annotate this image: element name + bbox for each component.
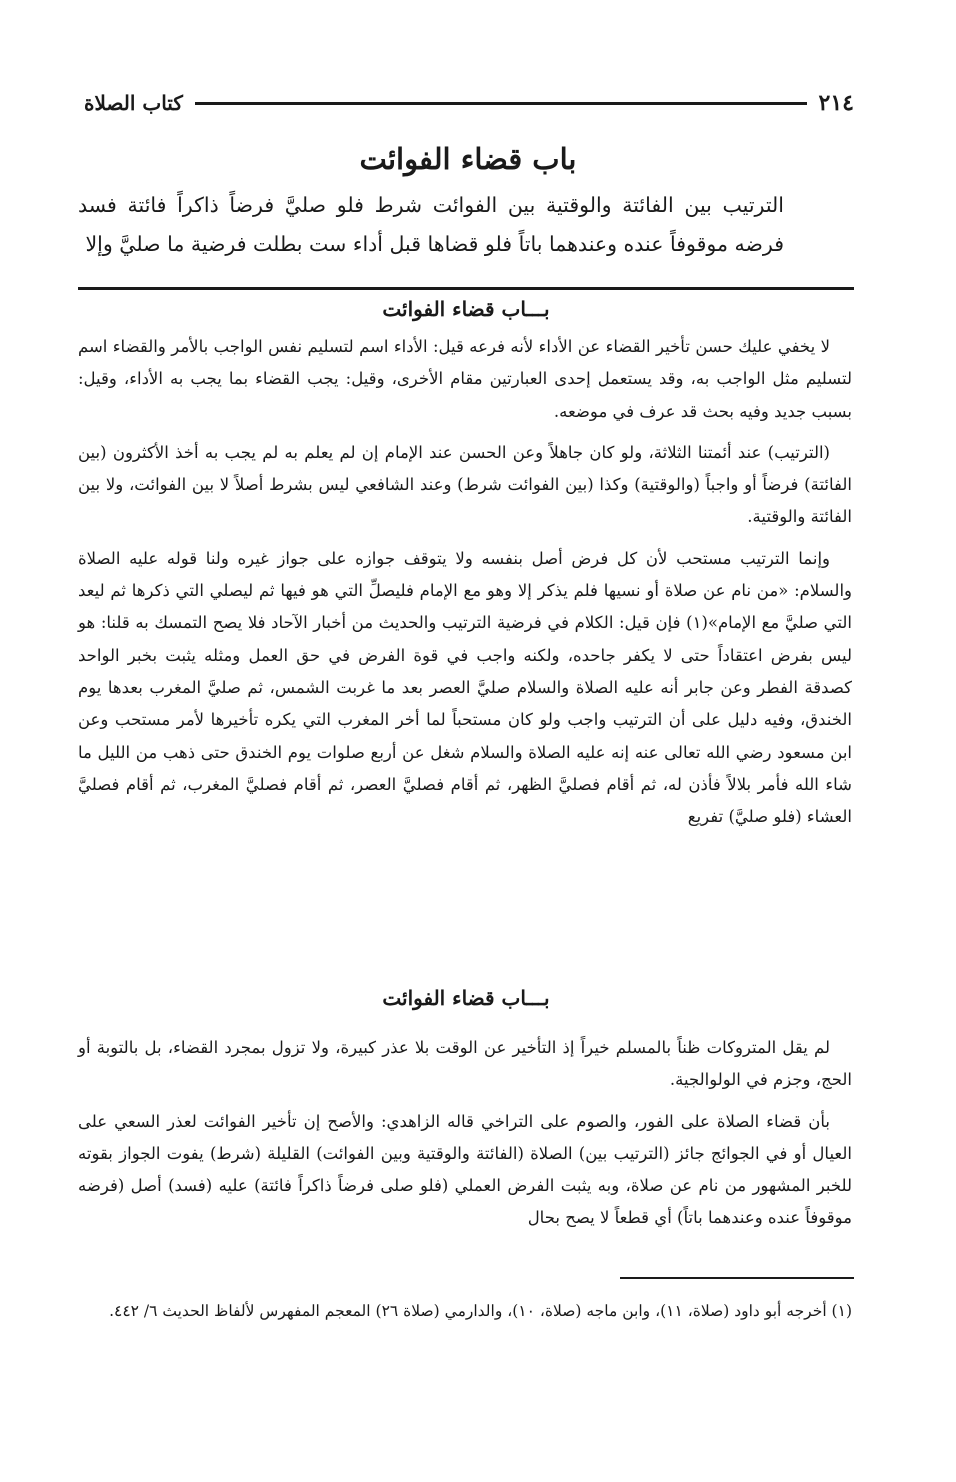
- commentary-heading-2: بـــاب قضاء الفوائت: [382, 986, 550, 1010]
- header-rule: [195, 102, 807, 105]
- book-title: كتاب الصلاة: [84, 91, 183, 115]
- matn-divider: [78, 287, 854, 290]
- commentary-heading-1: بـــاب قضاء الفوائت: [382, 297, 550, 321]
- commentary-block-2: [78, 1032, 852, 1235]
- commentary-block-1: [78, 331, 852, 833]
- commentary-paragraph: وإنما الترتيب مستحب لأن كل فرض أصل بنفسه ولا يتوقف جوازه على جواز غيره ولنا قوله عليه الصلاة والسلام: «من نام عن صلاة أو نسيها فلم يذكر إلا وهو مع الإمام فليصلِّ التي هو فيها ثم ليصلي التي ذكرها ثم ليعد التي صليَّ مع الإمام»(١) فإن قيل: الكلام في فرضية الترتيب والحديث من أخبار الآحاد فلا يصح التمسك به قلنا: هو ليس بفرض اعتقاداً حتى لا يكفر جاحده، ولكنه واجب في قوة الفرض في حق العمل ومثله يثبت بخبر الواحد كصدقة الفطر وعن جابر أنه عليه الصلاة والسلام صليَّ العصر بعد ما غربت الشمس، ثم صليَّ المغرب بعدها يوم الخندق، وفيه دليل على أن الترتيب واجب ولو كان مستحباً لما أخر المغرب التي يكره تأخيرها لأمر مستحب وعن ابن مسعود رضي الله تعالى عنه إنه عليه الصلاة والسلام شغل عن أربع صلوات يوم الخندق حتى ذهب من الليل ما شاء الله فأمر بلالاً فأذن له، ثم أقام فصليَّ الظهر، ثم أقام فصليَّ العصر، ثم أقام فصليَّ المغرب، ثم أقام فصليَّ العشاء (فلو صليَّ) تفريع: [78, 548, 852, 827]
- footnote-rule: [620, 1277, 854, 1279]
- footnote: (١) أخرجه أبو داود (صلاة، ١١)، وابن ماجه (صلاة، ١٠)، والدارمي (صلاة ٢٦) المعجم المفهرس لألفاظ الحديث ٦/ ٤٤٢.: [109, 1302, 852, 1320]
- commentary-paragraph: بأن قضاء الصلاة على الفور، والصوم على التراخي قاله الزاهدي: والأصح إن تأخير الفوائت لعذر السعي على العيال أو في الجوائج جائز (الترتيب بين) الصلاة (الفائتة والوقتية وبين الفوائت) القليلة (شرط) يفوت الجواز بقوته للخبر المشهور من نام عن صلاة، وبه يثبت الفرض العملي (فلو صلى فرضاً ذاكراً فائتة) عليه (فسد) أصل (فرضه موقوفاً عنده وعندهما باتاً) أي قطعاً لا يصح بحال: [78, 1111, 852, 1228]
- page-number: ٢١٤: [818, 90, 854, 116]
- commentary-paragraph: (الترتيب) عند أئمتنا الثلاثة، ولو كان جاهلاً وعن الحسن عند الإمام إن لم يعلم به لم يجب به أخذ الأكثرون (بين الفائتة) فرضاً أو واجباً (والوقتية) وكذا (بين الفوائت شرط) وعند الشافعي ليس بشرط أصلاً لا بين الفوائت، ولا بين الفائتة والوقتية.: [78, 442, 852, 527]
- commentary-paragraph: لا يخفي عليك حسن تأخير القضاء عن الأداء لأنه فرعه قيل: الأداء اسم لتسليم نفس الواجب بالأمر والقضاء اسم لتسليم مثل الواجب به، وقد يستعمل إحدى العبارتين مقام الأخرى، وقيل: يجب القضاء بما يجب به الأداء، وقيل: بسبب جديد وفيه بحث قد عرف في موضعه.: [78, 337, 852, 421]
- commentary-paragraph: لم يقل المتروكات ظناً بالمسلم خيراً إذ التأخير عن الوقت بلا عذر كبيرة، ولا تزول بمجرد القضاء، بل بالتوبة أو الحج، وجزم في الولوالجية.: [78, 1038, 852, 1090]
- running-header: [84, 86, 854, 120]
- chapter-title: باب قضاء الفوائت: [359, 142, 577, 176]
- matn-text: الترتيب بين الفائتة والوقتية بين الفوائت شرط فلو صليَّ فرضاً ذاكراً فائتة فسد فرضه موقوفاً عنده وعندهما باتاً فلو قضاها قبل أداء ست بطلت فرضية ما صليَّ وإلا: [78, 193, 784, 256]
